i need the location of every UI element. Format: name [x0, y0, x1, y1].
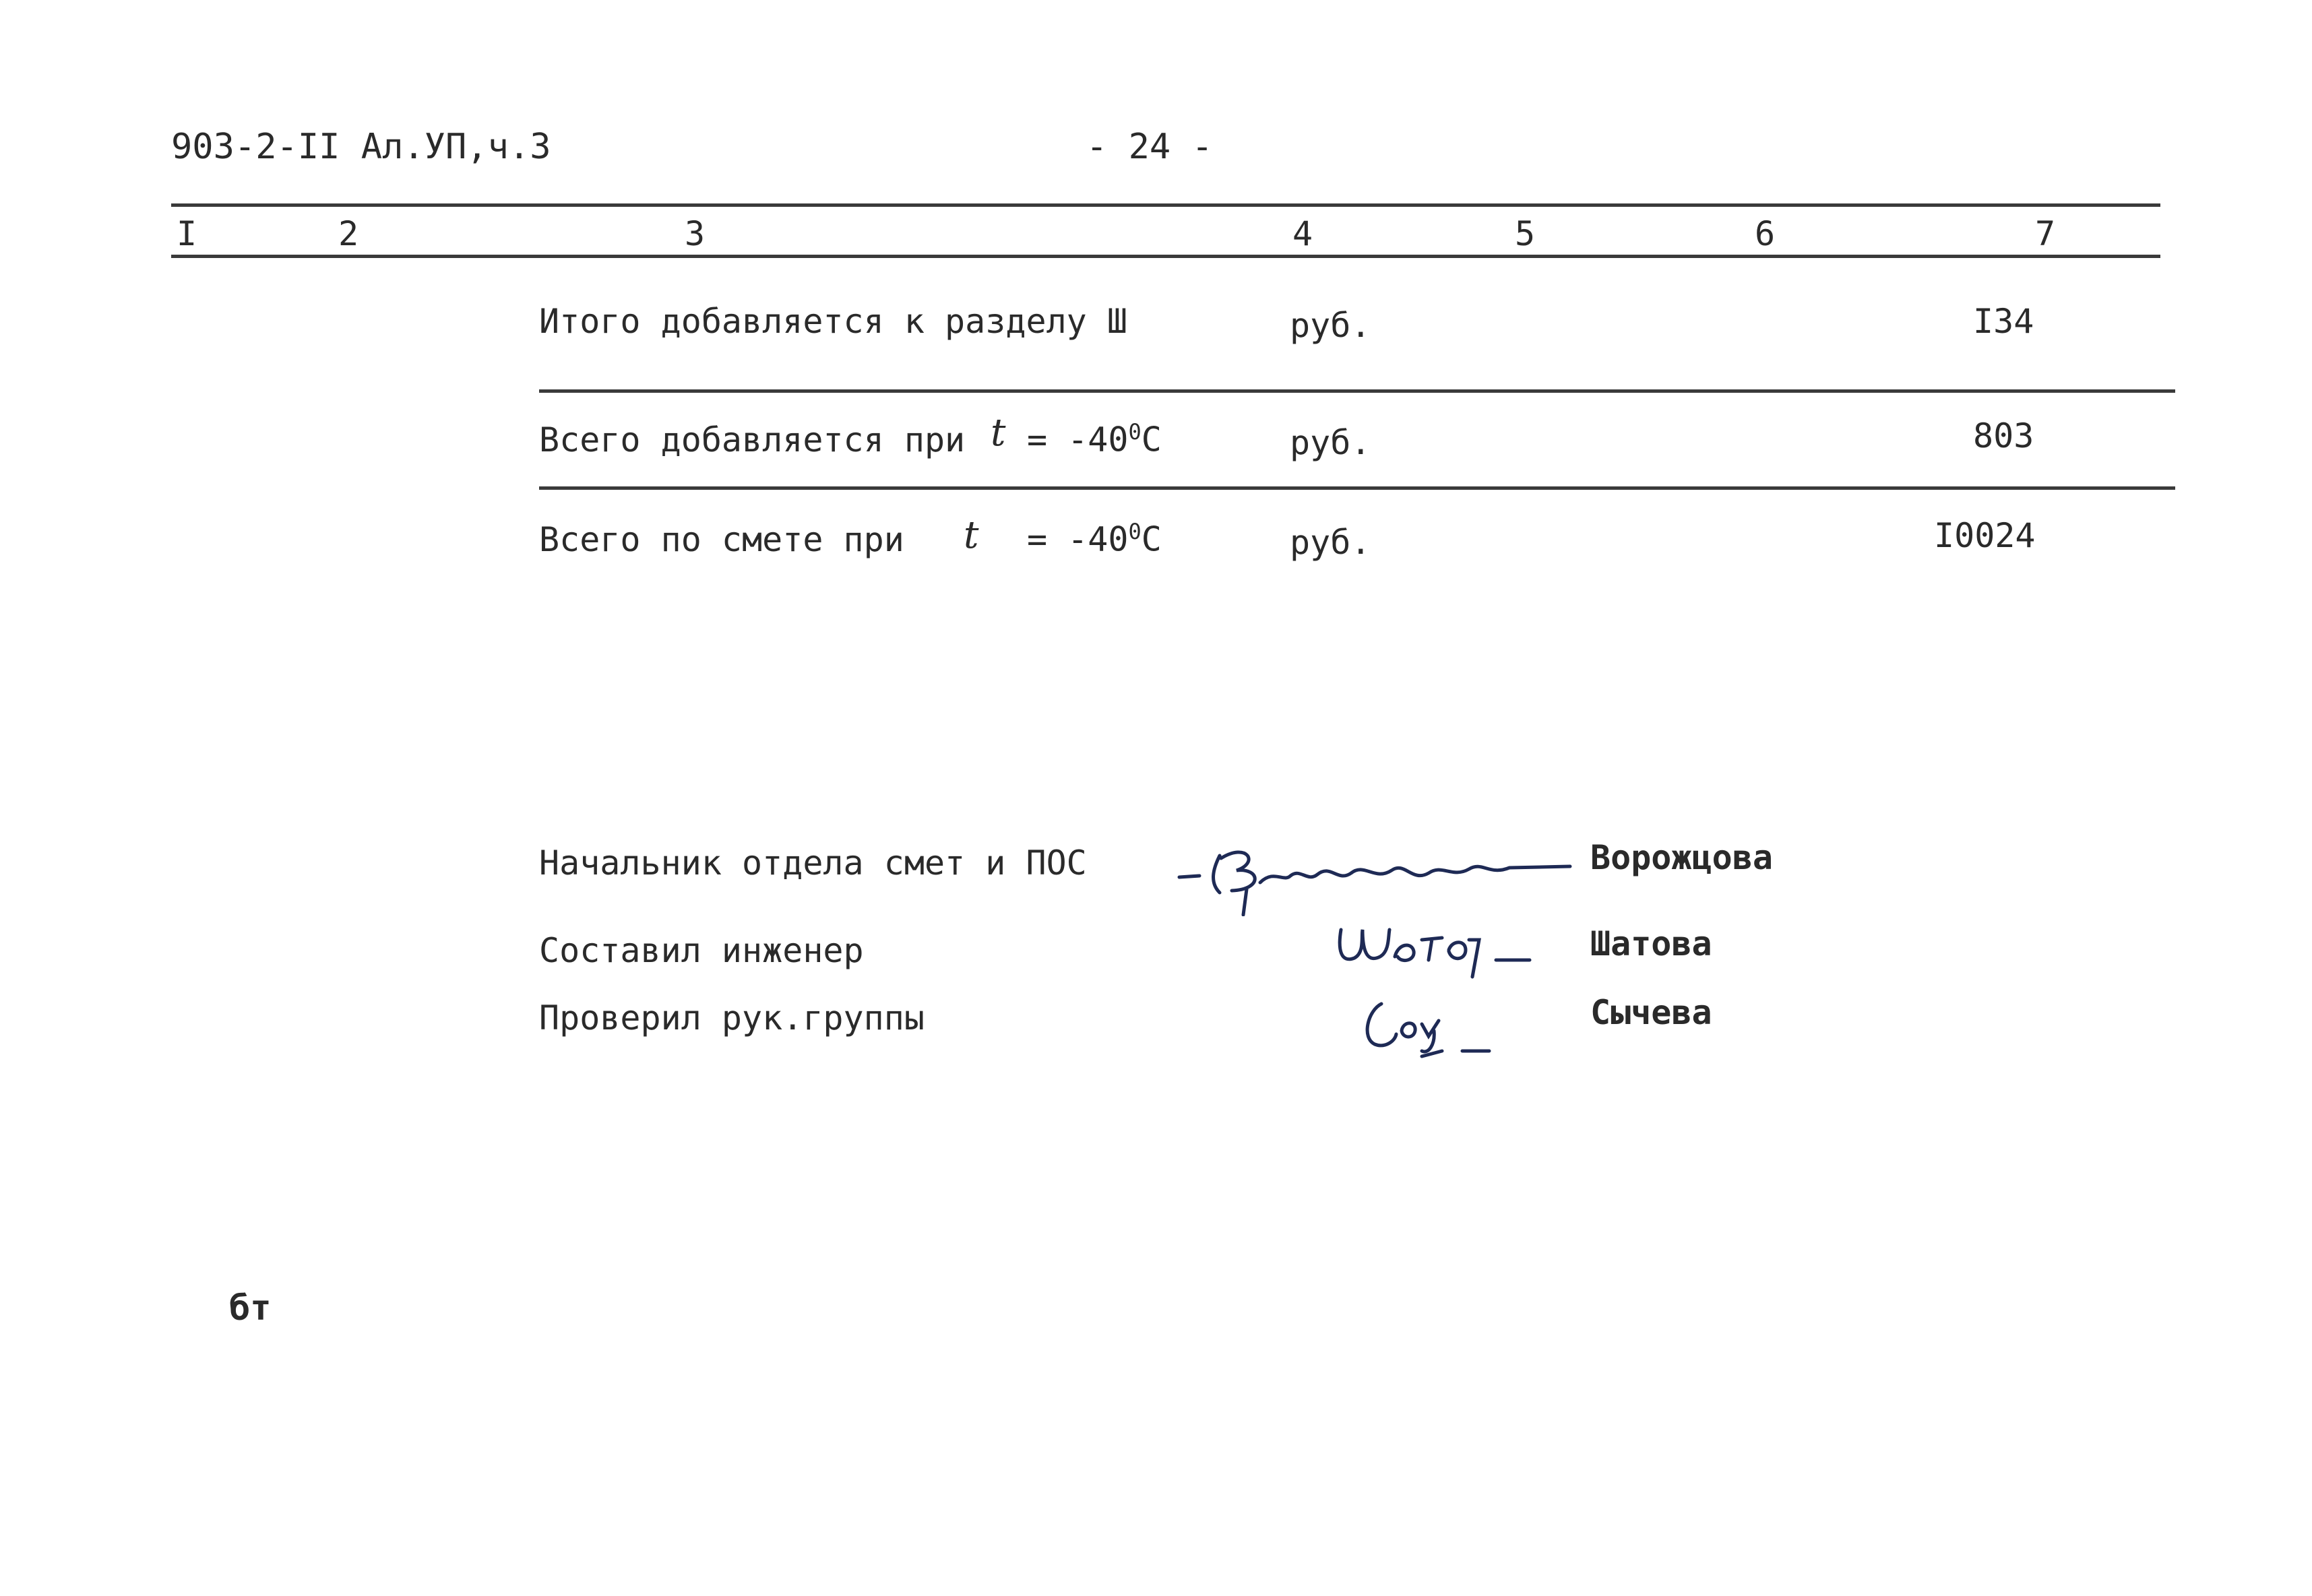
column-header-bottom-rule [171, 255, 2160, 258]
signature-title: Начальник отдела смет и ПОС [539, 843, 1087, 883]
footer-mark: бт [229, 1288, 272, 1329]
signature-name: Сычева [1590, 993, 1712, 1032]
signature-title: Проверил рук.группы [539, 998, 925, 1038]
column-number-2: 2 [338, 214, 359, 253]
row-unit: руб. [1290, 306, 1371, 345]
row-equation: = $-40^0С$ [1027, 419, 1162, 459]
column-number-1: I [177, 214, 197, 253]
column-number-3: 3 [685, 214, 706, 253]
row-unit: руб. [1290, 523, 1371, 562]
column-number-6: 6 [1755, 214, 1776, 253]
row-divider [539, 486, 2175, 490]
signature-image [1327, 909, 1550, 984]
row-value: 803 [1973, 416, 2034, 455]
row-unit: руб. [1290, 423, 1371, 462]
row-value: I34 [1973, 302, 2034, 341]
signature-name: Шатова [1590, 924, 1712, 963]
column-number-5: 5 [1515, 214, 1536, 253]
row-label: Итого добавляется к разделу Ш [539, 302, 1127, 341]
signature-name: Ворожцова [1590, 838, 1773, 877]
page-number: - 24 - [1086, 127, 1213, 167]
document-code: 903-2-II Ал.УП,ч.3 [171, 127, 551, 167]
row-label: Всего добавляется при [539, 420, 966, 459]
row-label: Всего по смете при [539, 520, 904, 559]
signature-image [1354, 984, 1503, 1064]
row-variable: t [991, 411, 1006, 455]
column-number-7: 7 [2035, 214, 2056, 253]
row-value: I0024 [1934, 516, 2036, 555]
row-divider [539, 389, 2175, 393]
signature-title: Составил инженер [539, 931, 864, 970]
signature-image [1173, 829, 1577, 916]
table-top-rule [171, 203, 2160, 207]
row-equation: = $-40^0С$ [1027, 519, 1162, 559]
column-number-4: 4 [1292, 214, 1313, 253]
row-variable: t [964, 513, 979, 557]
